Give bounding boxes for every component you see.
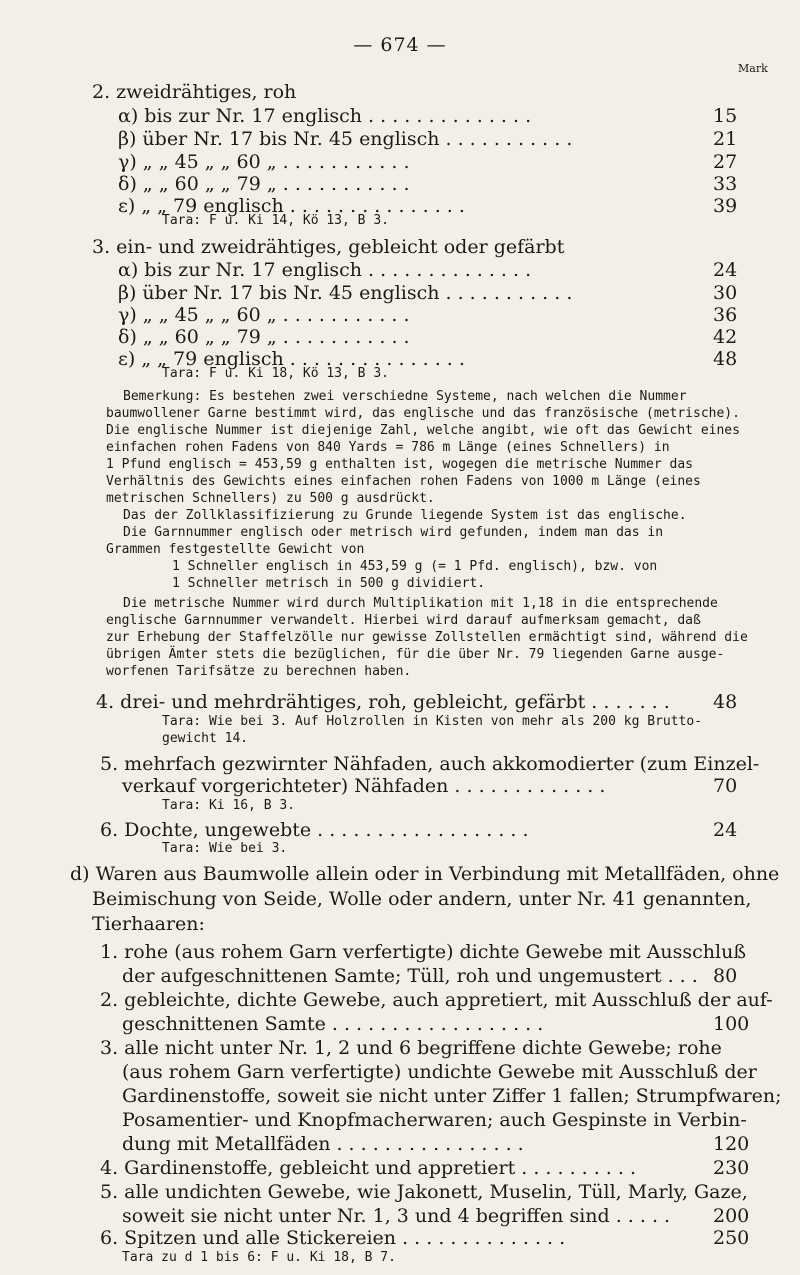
item-4-row [0,690,800,714]
row-text: β) über Nr. 17 bis Nr. 45 englisch . . . . . . . . . . . [118,128,573,150]
remark-line: einfachen rohen Fadens von 840 Yards = 786 m Länge (eines Schnellers) in [106,440,670,455]
row-value: 42 [713,326,738,348]
item-3-row [0,258,800,282]
remark-line: Die Garnnummer englisch oder metrisch wird gefunden, indem man das in [123,525,664,540]
row-value: 33 [713,173,738,195]
item-2-row [0,104,800,128]
item-2-row [0,127,800,151]
remark-line: Die englische Nummer ist diejenige Zahl, welche angibt, wie oft das Gewicht eines [106,423,740,438]
d-item-line: 2. gebleichte, dichte Gewebe, auch appretiert, mit Ausschluß der auf- [100,989,773,1011]
row-value: 24 [713,819,738,841]
item-3-tara: Tara: F u. Ki 18, Kö 13, B 3. [162,366,389,381]
row-value: 24 [713,259,738,281]
row-value: 36 [713,304,738,326]
row-value: 21 [713,128,738,150]
d-item-line: (aus rohem Garn verfertigte) undichte Gewebe mit Ausschluß der [122,1061,757,1083]
row-text: dung mit Metallfäden . . . . . . . . . . . . . . . . [122,1133,524,1155]
remark-line: zur Erhebung der Staffelzölle nur gewisse Zollstellen ermächtigt sind, während die [106,630,748,645]
remark-line: worfenen Tarifsätze zu berechnen haben. [106,664,412,679]
d-item-line: 3. alle nicht unter Nr. 1, 2 und 6 begriffene dichte Gewebe; rohe [100,1037,722,1059]
item-2-row [0,172,800,196]
row-value: 120 [713,1133,750,1155]
row-text: geschnittenen Samte . . . . . . . . . . . . . . . . . . [122,1013,544,1035]
remark-line: metrischen Schnellers) zu 500 g ausdrückt. [106,491,435,506]
item-3-row [0,281,800,305]
row-value: 80 [713,965,738,987]
row-value: 250 [713,1227,750,1249]
section-d-line: Beimischung von Seide, Wolle oder andern, unter Nr. 41 genannten, [92,888,752,910]
remark-line: Die metrische Nummer wird durch Multiplikation mit 1,18 in die entsprechende [123,596,718,611]
item-3-row [0,325,800,349]
row-text: 4. drei- und mehrdrähtiges, roh, gebleicht, gefärbt . . . . . . . [96,691,670,713]
section-d-line: Tierhaaren: [92,913,205,935]
row-value: 30 [713,282,738,304]
d-item-row [0,1012,800,1036]
row-value: 230 [713,1157,750,1179]
row-text: δ) „ „ 60 „ „ 79 „ . . . . . . . . . . . [118,326,410,348]
remark-line: Grammen festgestellte Gewicht von [106,542,365,557]
d-item-row [0,1132,800,1156]
row-text: β) über Nr. 17 bis Nr. 45 englisch . . . . . . . . . . . [118,282,573,304]
row-text: soweit sie nicht unter Nr. 1, 3 und 4 begriffen sind . . . . . [122,1205,671,1227]
row-text: 6. Dochte, ungewebte . . . . . . . . . . . . . . . . . . [100,819,529,841]
item-3-row [0,303,800,327]
row-value: 48 [713,691,738,713]
d-item-row [0,1226,800,1250]
d-item-row [0,964,800,988]
item-2-title: 2. zweidrähtiges, roh [92,81,297,103]
d-item-line: 1. rohe (aus rohem Garn verfertigte) dichte Gewebe mit Ausschluß [100,941,747,963]
row-text: γ) „ „ 45 „ „ 60 „ . . . . . . . . . . . [118,304,410,326]
row-value: 70 [713,775,738,797]
row-text: verkauf vorgerichteter) Nähfaden . . . . . . . . . . . . . [122,775,606,797]
d-item-line: Gardinenstoffe, soweit sie nicht unter Ziffer 1 fallen; Strumpfwaren; [122,1085,782,1107]
column-header-mark: Mark [738,62,768,75]
remark-line: 1 Pfund englisch = 453,59 g enthalten ist, wogegen die metrische Nummer das [106,457,693,472]
remark-line: baumwollener Garne bestimmt wird, das englische und das französische (metrische). [106,406,740,421]
remark-line: englische Garnnummer verwandelt. Hierbei wird darauf aufmerksam gemacht, daß [106,613,701,628]
section-d-line: d) Waren aus Baumwolle allein oder in Verbindung mit Metallfäden, ohne [70,863,780,885]
row-value: 100 [713,1013,750,1035]
d-item-line: Posamentier- und Knopfmacherwaren; auch Gespinste in Verbin- [122,1109,747,1131]
remark-line: Verhältnis des Gewichts eines einfachen rohen Fadens von 1000 m Länge (eines [106,474,701,489]
d-tara: Tara zu d 1 bis 6: F u. Ki 18, B 7. [122,1250,396,1265]
row-value: 39 [713,195,738,217]
d-item-row [0,1156,800,1180]
item-3-row [0,347,800,371]
remark-line: Das der Zollklassifizierung zu Grunde liegende System ist das englische. [123,508,687,523]
row-text: δ) „ „ 60 „ „ 79 „ . . . . . . . . . . . [118,173,410,195]
item-2-row [0,150,800,174]
remark-line: 1 Schneller englisch in 453,59 g (= 1 Pfd. englisch), bzw. von [172,559,658,574]
row-value: 48 [713,348,738,370]
d-item-row [0,1204,800,1228]
item-6-row [0,818,800,842]
row-text: 6. Spitzen und alle Stickereien . . . . . . . . . . . . . . [100,1227,566,1249]
item-4-tara: gewicht 14. [162,731,249,746]
item-2-tara: Tara: F u. Ki 14, Kö 13, B 3. [162,213,389,228]
row-value: 27 [713,151,738,173]
item-6-tara: Tara: Wie bei 3. [162,841,288,856]
row-value: 15 [713,105,738,127]
item-5-row [0,774,800,798]
remark-line: übrigen Ämter stets die bezüglichen, für die über Nr. 79 liegenden Garne ausge- [106,647,725,662]
row-text: der aufgeschnittenen Samte; Tüll, roh und ungemustert . . . [122,965,698,987]
item-5-line: 5. mehrfach gezwirnter Nähfaden, auch akkomodierter (zum Einzel- [100,753,760,775]
item-5-tara: Tara: Ki 16, B 3. [162,798,296,813]
remark-line: Bemerkung: Es bestehen zwei verschiedne Systeme, nach welchen die Nummer [123,389,687,404]
page-number: — 674 — [353,34,447,56]
row-text: 4. Gardinenstoffe, gebleicht und appretiert . . . . . . . . . . [100,1157,636,1179]
remark-line: 1 Schneller metrisch in 500 g dividiert. [172,576,486,591]
row-value: 200 [713,1205,750,1227]
item-3-title: 3. ein- und zweidrähtiges, gebleicht oder gefärbt [92,236,565,258]
item-4-tara: Tara: Wie bei 3. Auf Holzrollen in Kisten von mehr als 200 kg Brutto- [162,714,703,729]
row-text: γ) „ „ 45 „ „ 60 „ . . . . . . . . . . . [118,151,410,173]
row-text: α) bis zur Nr. 17 englisch . . . . . . . . . . . . . . [118,259,532,281]
d-item-line: 5. alle undichten Gewebe, wie Jakonett, Muselin, Tüll, Marly, Gaze, [100,1181,748,1203]
row-text: ε) „ „ 79 englisch . . . . . . . . . . . . . . . [118,348,465,370]
row-text: ε) „ „ 79 englisch . . . . . . . . . . . . . . . [118,195,465,217]
row-text: α) bis zur Nr. 17 englisch . . . . . . . . . . . . . . [118,105,532,127]
item-2-row [0,194,800,218]
